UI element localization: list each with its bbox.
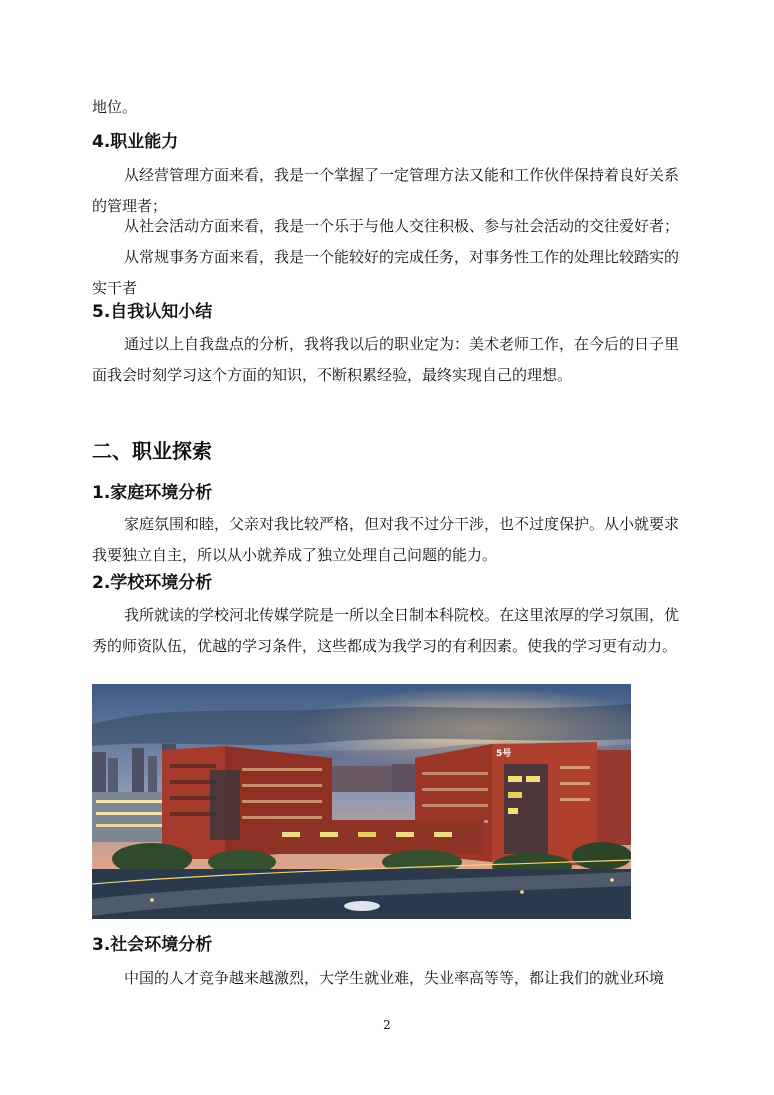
building-sign: 5号 <box>496 749 512 759</box>
heading-career-ability: 4.职业能力 <box>92 132 179 152</box>
heading-school-environment: 2.学校环境分析 <box>92 573 213 593</box>
continuation-text: 地位。 <box>92 98 138 116</box>
heading-career-exploration: 二、职业探索 <box>92 439 212 463</box>
paragraph-management: 从经营管理方面来看，我是一个掌握了一定管理方法又能和工作伙伴保持着良好关系的管理者； <box>92 166 680 215</box>
page-number: 2 <box>383 1018 391 1032</box>
heading-social-environment: 3.社会环境分析 <box>92 935 213 955</box>
heading-family-environment: 1.家庭环境分析 <box>92 483 213 503</box>
paragraph-social: 中国的人才竞争越来越激烈，大学生就业难，失业率高等等，都让我们的就业环境 <box>124 969 665 987</box>
campus-photo <box>92 684 631 919</box>
paragraph-family: 家庭氛围和睦，父亲对我比较严格，但对我不过分干涉，也不过度保护。从小就要求我要独立自主，所以从小就养成了独立处理自己问题的能力。 <box>92 515 680 564</box>
paragraph-social-activity: 从社会活动方面来看，我是一个乐于与他人交往积极、参与社会活动的交往爱好者； <box>124 217 680 235</box>
paragraph-routine-affairs: 从常规事务方面来看，我是一个能较好的完成任务，对事务性工作的处理比较踏实的实干者 <box>92 248 680 297</box>
paragraph-school: 我所就读的学校河北传媒学院是一所以全日制本科院校。在这里浓厚的学习氛围，优秀的师资队伍，优越的学习条件，这些都成为我学习的有利因素。使我的学习更有动力。 <box>92 606 680 655</box>
paragraph-summary: 通过以上自我盘点的分析，我将我以后的职业定为：美术老师工作，在今后的日子里面我会时刻学习这个方面的知识，不断积累经验，最终实现自己的理想。 <box>92 335 680 384</box>
heading-self-cognition-summary: 5.自我认知小结 <box>92 302 213 322</box>
